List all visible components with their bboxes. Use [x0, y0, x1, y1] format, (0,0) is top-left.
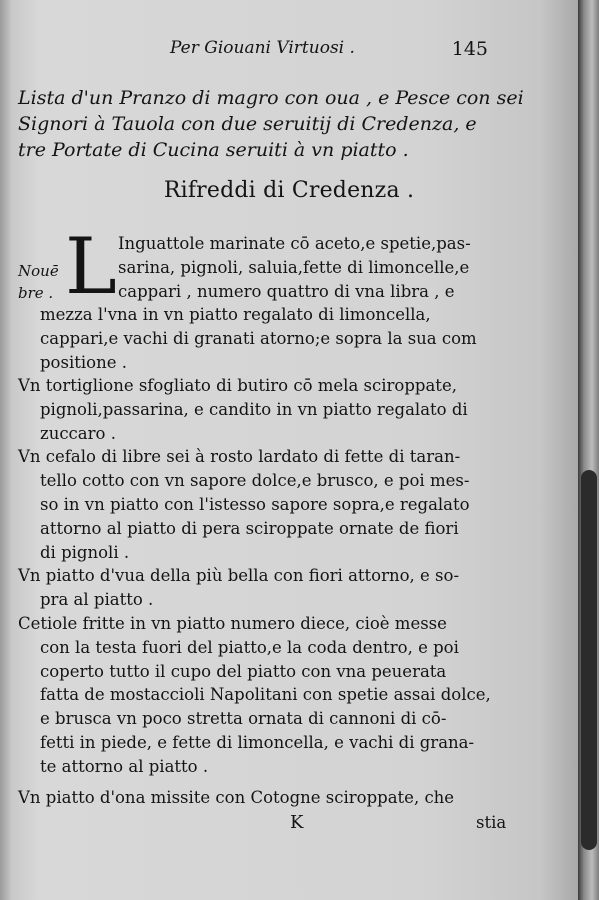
text-line: fatta de mostaccioli Napolitani con spetie assai dolce,	[40, 685, 491, 705]
text-line: te attorno al piatto .	[40, 756, 209, 776]
text-line: Inguattole marinate cō aceto,e spetie,pas-	[118, 234, 471, 253]
text-line: di pignoli .	[40, 542, 130, 562]
catchword: stia	[476, 813, 507, 832]
text-line: zuccaro .	[40, 423, 116, 443]
page-header	[170, 38, 500, 64]
text-line: e brusca vn poco stretta ornata di cannoni di cō-	[40, 709, 447, 729]
paragraph	[18, 445, 563, 564]
drop-cap: L	[65, 222, 117, 312]
margin-note-line: Nouē	[18, 262, 59, 280]
first-paragraph	[18, 222, 563, 374]
text-line: mezza l'vna in vn piatto regalato di limoncella,	[40, 305, 431, 324]
text-line: positione .	[40, 352, 127, 372]
text-line: con la testa fuori del piatto,e la coda dentro, e poi	[40, 637, 459, 657]
paragraph	[18, 374, 563, 445]
margin-note-line: bre .	[18, 284, 54, 302]
dropcap-continuation	[40, 303, 477, 374]
intro-line: Signori à Tauola con due seruitij di Credenza, e	[18, 113, 477, 135]
text-line: Vn tortiglione sfogliato di butiro cō mela sciroppate,	[18, 376, 457, 395]
text-line: Vn cefalo di libre sei à rosto lardato di fette di taran-	[18, 447, 461, 467]
page-number: 145	[451, 38, 488, 60]
text-line: tello cotto con vn sapore dolce,e brusco, e poi mes-	[40, 471, 470, 491]
page-body	[18, 222, 563, 779]
last-line: Vn piatto d'ona missite con Cotogne sciroppate, che	[18, 788, 455, 807]
paragraph	[18, 564, 563, 612]
margin-note	[18, 260, 59, 304]
text-line: fetti in piede, e fette di limoncella, e vachi di grana-	[40, 732, 475, 752]
binding-shadow	[581, 470, 597, 850]
text-line: sarina, pignoli, saluia,fette di limoncelle,e	[118, 257, 470, 277]
running-head: Per Giouani Virtuosi .	[170, 38, 355, 58]
text-line: cappari , numero quattro di vna libra , e	[118, 281, 455, 301]
menu-intro	[18, 85, 558, 163]
text-line: so in vn piatto con l'istesso sapore sopra,e regalato	[40, 494, 470, 514]
intro-line: tre Portate di Cucina seruiti à vn piatto .	[18, 139, 409, 161]
section-title: Rifreddi di Credenza .	[163, 178, 415, 203]
text-line: Vn piatto d'vua della più bella con fiori attorno, e so-	[18, 566, 460, 586]
text-line: attorno al piatto di pera sciroppate ornate de fiori	[40, 518, 459, 538]
dropcap-lines	[118, 232, 471, 303]
text-line: Cetiole fritte in vn piatto numero diece, cioè messe	[18, 613, 447, 633]
intro-line: Lista d'un Pranzo di magro con oua , e Pesce con sei	[18, 87, 524, 109]
paragraph	[18, 612, 563, 779]
text-line: pra al piatto .	[40, 590, 154, 610]
text-line: coperto tutto il cupo del piatto con vna peuerata	[40, 661, 447, 681]
signature-mark: K	[290, 812, 304, 833]
text-line: cappari,e vachi di granati atorno;e sopra la sua com	[40, 328, 477, 348]
text-line: pignoli,passarina, e candito in vn piatto regalato di	[40, 399, 468, 419]
